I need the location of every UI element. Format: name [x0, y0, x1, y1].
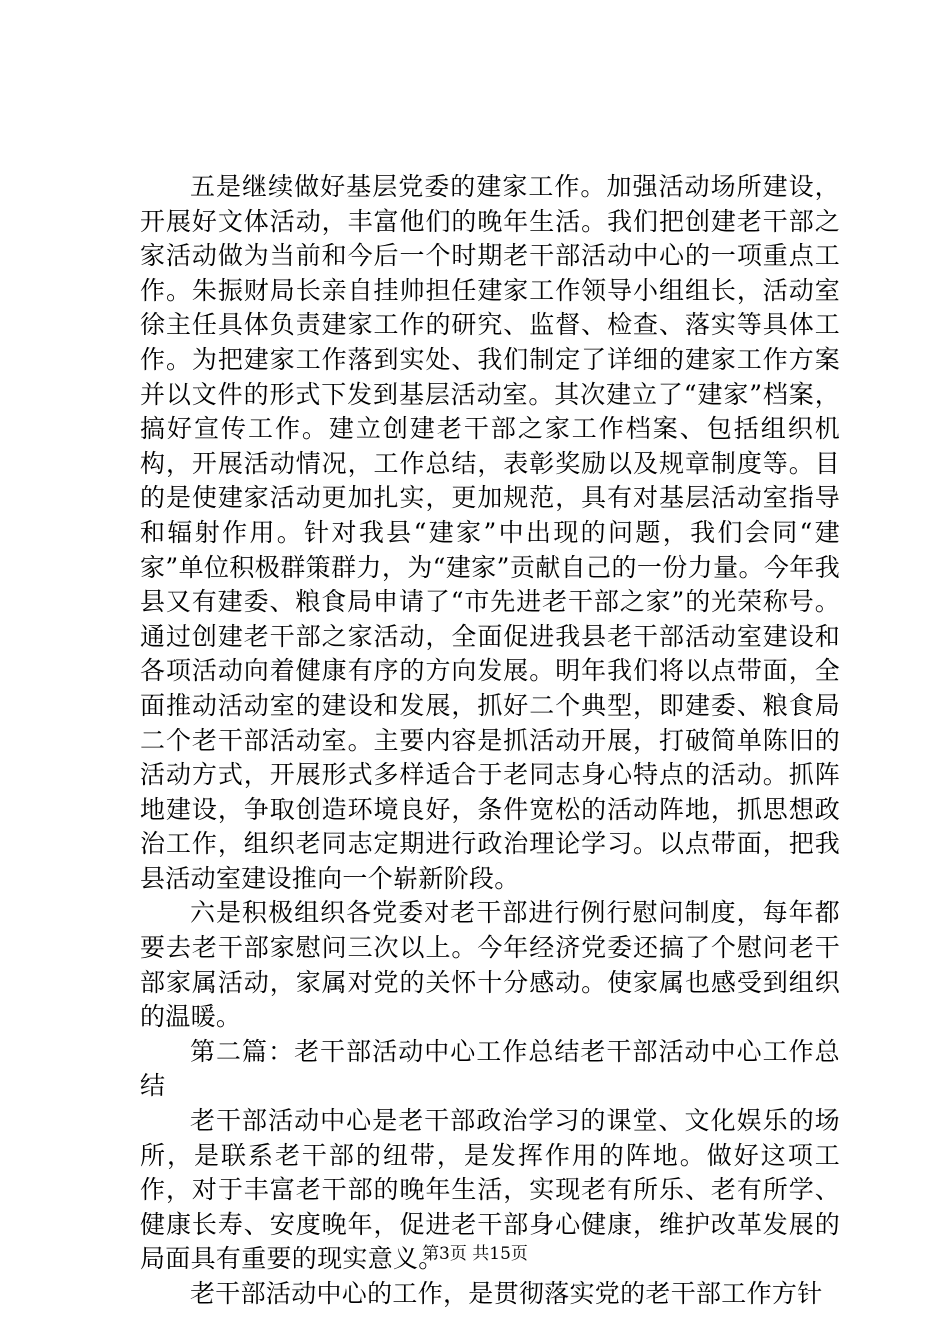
document-body — [140, 170, 840, 1312]
paragraph-construction-work: 五是继续做好基层党委的建家工作。加强活动场所建设，开展好文体活动，丰富他们的晚年生活。我们把创建老干部之家活动做为当前和今后一个时期老干部活动中心的一项重点工作。朱振财局长亲自挂帅担任建家工作领导小组组长，活动室徐主任具体负责建家工作的研究、监督、检查、落实等具体工作。为把建家工作落到实处、我们制定了详细的建家工作方案并以文件的形式下发到基层活动室。其次建立了“建家”档案，搞好宣传工作。建立创建老干部之家工作档案、包括组织机构，开展活动情况，工作总结，表彰奖励以及规章制度等。目的是使建家活动更加扎实，更加规范，具有对基层活动室指导和辐射作用。针对我县“建家”中出现的问题，我们会同“建家”单位积极群策群力，为“建家”贡献自己的一份力量。今年我县又有建委、粮食局申请了“市先进老干部之家”的光荣称号。通过创建老干部之家活动，全面促进我县老干部活动室建设和各项活动向着健康有序的方向发展。明年我们将以点带面，全面推动活动室的建设和发展，抓好二个典型，即建委、粮食局二个老干部活动室。主要内容是抓活动开展，打破简单陈旧的活动方式，开展形式多样适合于老同志身心特点的活动。抓阵地建设，争取创造环境良好，条件宽松的活动阵地，抓思想政治工作，组织老同志定期进行政治理论学习。以点带面，把我县活动室建设推向一个崭新阶段。 — [140, 172, 840, 893]
paragraph-center-significance: 老干部活动中心是老干部政治学习的课堂、文化娱乐的场所，是联系老干部的纽带，是发挥作用的阵地。做好这项工作，对于丰富老干部的晚年生活，实现老有所乐、老有所学、健康长寿、安度晚年，促进老干部身心健康，维护改革发展的局面具有重要的现实意义。 — [140, 1106, 840, 1274]
section-heading: 第二篇：老干部活动中心工作总结老干部活动中心工作总结 — [140, 1036, 840, 1101]
paragraph-condolence-visits: 六是积极组织各党委对老干部进行例行慰问制度，每年都要去老干部家慰问三次以上。今年经济党委还搞了个慰问老干部家属活动，家属对党的关怀十分感动。使家属也感受到组织的温暖。 — [140, 898, 840, 1032]
paragraph-center-work: 老干部活动中心的工作，是贯彻落实党的老干部工作方针 — [190, 1279, 823, 1308]
page-number-footer: 第3页 共15页 — [422, 1244, 528, 1264]
